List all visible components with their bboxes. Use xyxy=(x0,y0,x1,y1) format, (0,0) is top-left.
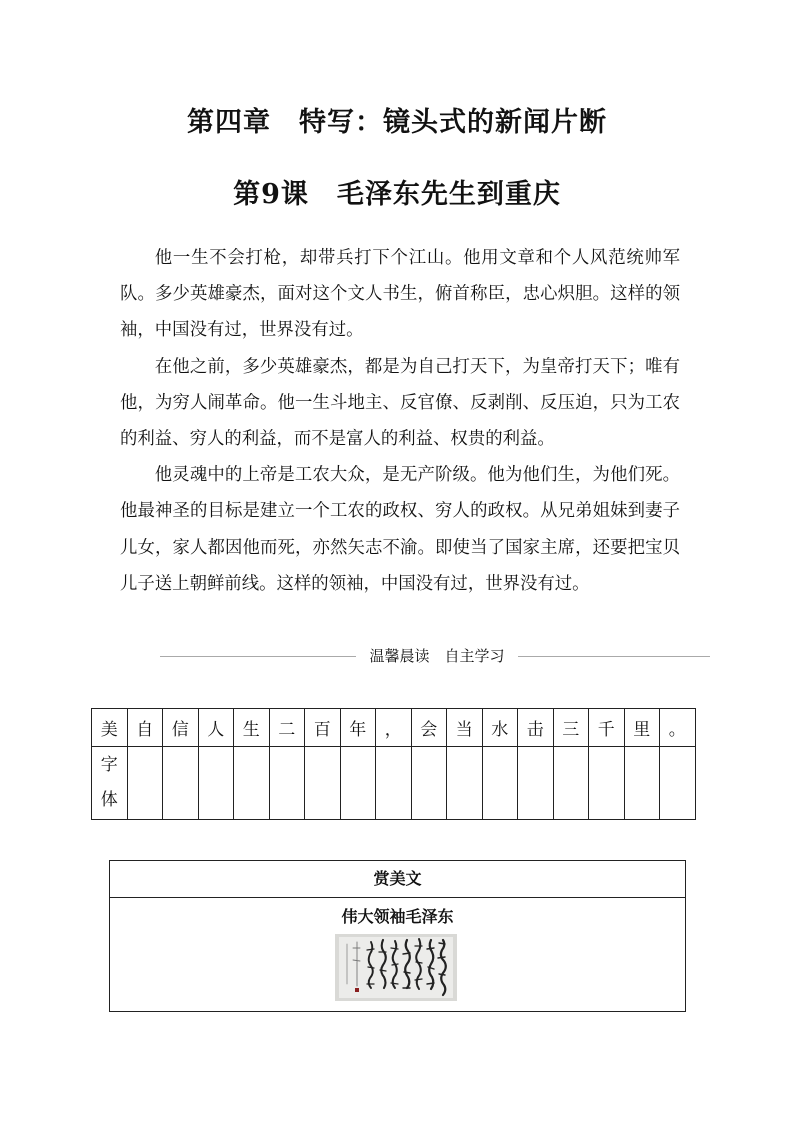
writing-cell[interactable] xyxy=(660,747,696,820)
writing-cell[interactable] xyxy=(447,747,483,820)
writing-cell[interactable] xyxy=(411,747,447,820)
appreciation-heading: 赏美文 xyxy=(110,861,685,898)
writing-cell[interactable] xyxy=(163,747,199,820)
table-row xyxy=(92,709,696,747)
row-label-cell: 美 xyxy=(92,709,128,747)
row-label-cell xyxy=(92,747,128,820)
character-cell: 二 xyxy=(269,709,305,747)
character-cell: 年 xyxy=(340,709,376,747)
intro-paragraph: 在他之前，多少英雄豪杰，都是为自己打天下，为皇帝打天下；唯有他，为穷人闹革命。他一生斗地主、反官僚、反剥削、反压迫，只为工农的利益、穷人的利益，而不是富人的利益、权贵的利益。 xyxy=(120,356,680,450)
writing-cell[interactable] xyxy=(340,747,376,820)
character-cell: 水 xyxy=(482,709,518,747)
writing-cell[interactable] xyxy=(269,747,305,820)
writing-cell[interactable] xyxy=(589,747,625,820)
calligraphy-scroll-icon xyxy=(335,934,457,1001)
writing-cell[interactable] xyxy=(518,747,554,820)
character-cell: 千 xyxy=(589,709,625,747)
row-label-char: 体 xyxy=(100,790,118,810)
writing-cell[interactable] xyxy=(305,747,341,820)
character-cell: 自 xyxy=(127,709,163,747)
writing-cell[interactable] xyxy=(376,747,412,820)
character-cell: 百 xyxy=(305,709,341,747)
character-cell: 会 xyxy=(411,709,447,747)
row-label-char: 字 xyxy=(100,755,118,775)
divider-line-right xyxy=(518,656,710,657)
writing-cell[interactable] xyxy=(553,747,589,820)
table-row xyxy=(92,747,696,820)
writing-cell[interactable] xyxy=(624,747,660,820)
writing-cell[interactable] xyxy=(482,747,518,820)
writing-cell[interactable] xyxy=(234,747,270,820)
character-cell: 当 xyxy=(447,709,483,747)
character-cell: 信 xyxy=(163,709,199,747)
section-label: 温馨晨读 自主学习 xyxy=(369,647,505,665)
character-cell: 人 xyxy=(198,709,234,747)
character-cell: 击 xyxy=(518,709,554,747)
character-cell: 生 xyxy=(234,709,270,747)
article-title: 伟大领袖毛泽东 xyxy=(341,907,454,926)
chapter-title: 第四章 特写：镜头式的新闻片断 xyxy=(187,107,607,138)
section-divider xyxy=(160,645,710,667)
writing-cell[interactable] xyxy=(198,747,234,820)
writing-cell[interactable] xyxy=(127,747,163,820)
calligraphy-practice-table xyxy=(91,708,696,820)
appreciation-box xyxy=(109,860,686,1012)
divider-line-left xyxy=(160,656,356,657)
intro-paragraph: 他灵魂中的上帝是工农大众，是无产阶级。他为他们生，为他们死。他最神圣的目标是建立一个工农的政权、穷人的政权。从兄弟姐妹到妻子儿女，家人都因他而死，亦然矢志不渝。即使当了国家主席，还要把宝贝儿子送上朝鲜前线。这样的领袖，中国没有过，世界没有过。 xyxy=(120,465,680,594)
character-cell: 。 xyxy=(660,709,696,747)
character-cell: ， xyxy=(376,709,412,747)
intro-paragraph: 他一生不会打枪，却带兵打下个江山。他用文章和个人风范统帅军队。多少英雄豪杰，面对这个文人书生，俯首称臣，忠心炽胆。这样的领袖，中国没有过，世界没有过。 xyxy=(120,248,680,341)
lesson-title: 第9课 毛泽东先生到重庆 xyxy=(233,179,561,210)
intro-text xyxy=(120,240,680,602)
character-cell: 里 xyxy=(624,709,660,747)
character-cell: 三 xyxy=(553,709,589,747)
